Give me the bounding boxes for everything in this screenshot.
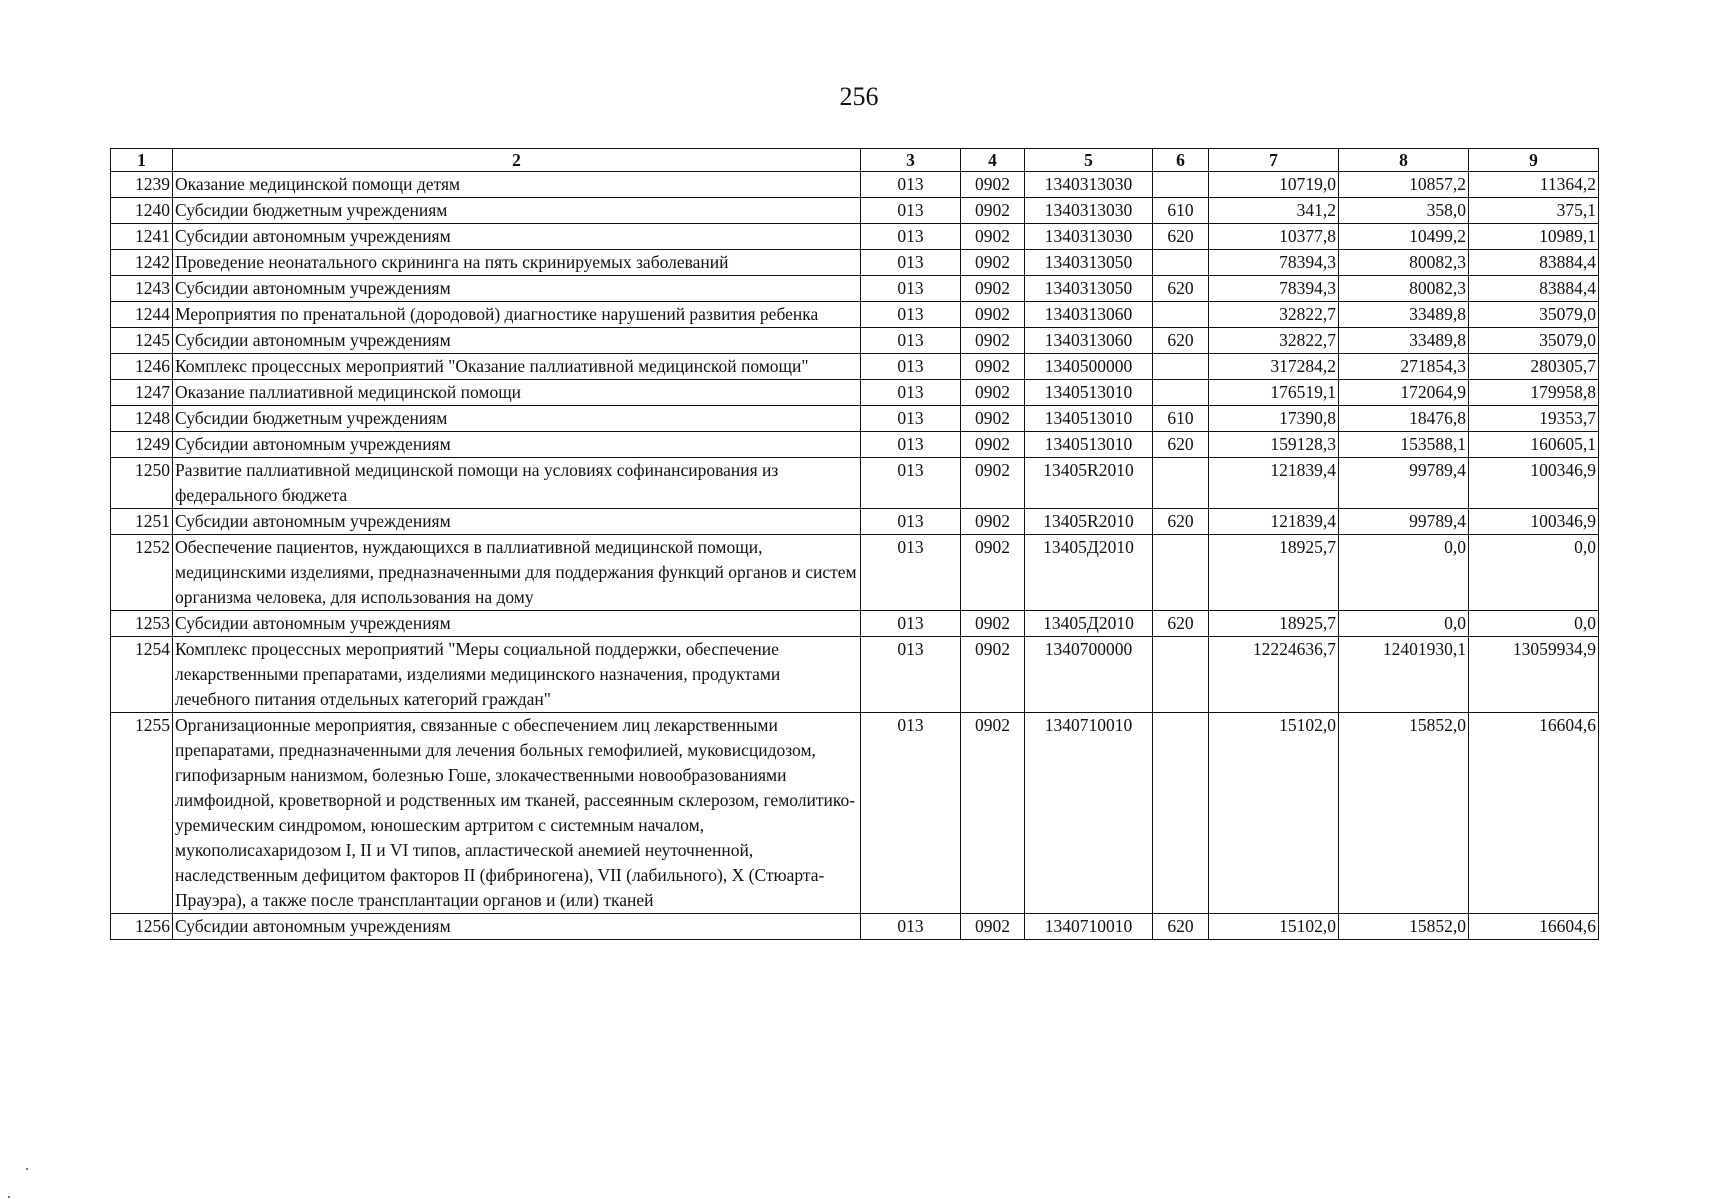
row-name: Субсидии автономным учреждениям [173, 432, 861, 458]
section-code: 0902 [961, 224, 1025, 250]
target-article-code: 1340313030 [1025, 172, 1153, 198]
row-number: 1241 [111, 224, 173, 250]
ministry-code: 013 [861, 713, 961, 914]
row-name: Мероприятия по пренатальной (дородовой) диагностике нарушений развития ребенка [173, 302, 861, 328]
expense-type-code: 620 [1153, 914, 1209, 940]
section-code: 0902 [961, 276, 1025, 302]
row-name: Проведение неонатального скрининга на пять скринируемых заболеваний [173, 250, 861, 276]
table-row [111, 509, 1599, 535]
ministry-code: 013 [861, 276, 961, 302]
table-row [111, 432, 1599, 458]
amount-year-3: 11364,2 [1469, 172, 1599, 198]
amount-year-2: 10857,2 [1339, 172, 1469, 198]
amount-year-2: 0,0 [1339, 611, 1469, 637]
section-code: 0902 [961, 637, 1025, 713]
table-row [111, 354, 1599, 380]
amount-year-3: 35079,0 [1469, 328, 1599, 354]
amount-year-1: 15102,0 [1209, 713, 1339, 914]
expense-type-code [1153, 380, 1209, 406]
amount-year-3: 35079,0 [1469, 302, 1599, 328]
table-row [111, 328, 1599, 354]
ministry-code: 013 [861, 406, 961, 432]
expense-type-code: 620 [1153, 611, 1209, 637]
ministry-code: 013 [861, 535, 961, 611]
amount-year-1: 78394,3 [1209, 250, 1339, 276]
amount-year-1: 18925,7 [1209, 535, 1339, 611]
expense-type-code [1153, 637, 1209, 713]
target-article-code: 1340313030 [1025, 198, 1153, 224]
section-code: 0902 [961, 198, 1025, 224]
expense-type-code: 620 [1153, 509, 1209, 535]
section-code: 0902 [961, 611, 1025, 637]
expense-type-code: 620 [1153, 432, 1209, 458]
target-article-code: 1340313050 [1025, 250, 1153, 276]
row-name: Субсидии автономным учреждениям [173, 509, 861, 535]
row-name: Обеспечение пациентов, нуждающихся в паллиативной медицинской помощи, медицинскими изделиями, предназначенными для поддержания функций органов и систем организма человека, для использования на дому [173, 535, 861, 611]
ministry-code: 013 [861, 198, 961, 224]
section-code: 0902 [961, 713, 1025, 914]
column-header: 8 [1339, 149, 1469, 172]
row-name: Субсидии автономным учреждениям [173, 611, 861, 637]
amount-year-3: 375,1 [1469, 198, 1599, 224]
amount-year-2: 99789,4 [1339, 509, 1469, 535]
column-header: 3 [861, 149, 961, 172]
amount-year-3: 83884,4 [1469, 250, 1599, 276]
header-row [111, 149, 1599, 172]
row-number: 1240 [111, 198, 173, 224]
target-article-code: 1340513010 [1025, 380, 1153, 406]
table-row [111, 611, 1599, 637]
row-number: 1242 [111, 250, 173, 276]
expense-type-code: 620 [1153, 224, 1209, 250]
section-code: 0902 [961, 380, 1025, 406]
row-name: Развитие паллиативной медицинской помощи на условиях софинансирования из федерального бюджета [173, 458, 861, 509]
row-number: 1245 [111, 328, 173, 354]
row-name: Субсидии автономным учреждениям [173, 914, 861, 940]
table-row [111, 914, 1599, 940]
section-code: 0902 [961, 406, 1025, 432]
target-article-code: 1340313030 [1025, 224, 1153, 250]
table-row [111, 276, 1599, 302]
column-header: 1 [111, 149, 173, 172]
row-number: 1244 [111, 302, 173, 328]
budget-table [110, 148, 1599, 940]
amount-year-3: 16604,6 [1469, 713, 1599, 914]
target-article-code: 1340513010 [1025, 406, 1153, 432]
column-header: 5 [1025, 149, 1153, 172]
table-row [111, 458, 1599, 509]
amount-year-1: 78394,3 [1209, 276, 1339, 302]
row-name: Комплекс процессных мероприятий "Оказание паллиативной медицинской помощи" [173, 354, 861, 380]
amount-year-2: 33489,8 [1339, 302, 1469, 328]
row-name: Организационные мероприятия, связанные с обеспечением лиц лекарственными препаратами, предназначенными для лечения больных гемофилией, муковисцидозом, гипофизарным нанизмом, болезнью Гоше, злокачественными новообразованиями лимфоидной, кроветворной и родственных им тканей, рассеянным склерозом, гемолитико-уремическим синдромом, юношеским артритом с системным началом, мукополисахаридозом I, II и VI типов, апластической анемией неуточненной, наследственным дефицитом факторов II (фибриногена), VII (лабильного), X (Стюарта-Прауэра), а также после трансплантации органов и (или) тканей [173, 713, 861, 914]
ministry-code: 013 [861, 380, 961, 406]
amount-year-2: 99789,4 [1339, 458, 1469, 509]
row-name: Оказание медицинской помощи детям [173, 172, 861, 198]
ministry-code: 013 [861, 172, 961, 198]
expense-type-code: 620 [1153, 276, 1209, 302]
amount-year-2: 172064,9 [1339, 380, 1469, 406]
target-article-code: 1340700000 [1025, 637, 1153, 713]
target-article-code: 1340313060 [1025, 328, 1153, 354]
table-row [111, 250, 1599, 276]
amount-year-3: 179958,8 [1469, 380, 1599, 406]
row-name: Оказание паллиативной медицинской помощи [173, 380, 861, 406]
column-header: 7 [1209, 149, 1339, 172]
expense-type-code: 610 [1153, 198, 1209, 224]
table-row [111, 535, 1599, 611]
ministry-code: 013 [861, 637, 961, 713]
expense-type-code [1153, 302, 1209, 328]
amount-year-1: 15102,0 [1209, 914, 1339, 940]
amount-year-2: 33489,8 [1339, 328, 1469, 354]
amount-year-3: 83884,4 [1469, 276, 1599, 302]
target-article-code: 13405R2010 [1025, 509, 1153, 535]
row-number: 1251 [111, 509, 173, 535]
amount-year-1: 18925,7 [1209, 611, 1339, 637]
amount-year-2: 15852,0 [1339, 914, 1469, 940]
table-row [111, 380, 1599, 406]
column-header: 6 [1153, 149, 1209, 172]
amount-year-3: 0,0 [1469, 535, 1599, 611]
target-article-code: 13405R2010 [1025, 458, 1153, 509]
amount-year-1: 159128,3 [1209, 432, 1339, 458]
ministry-code: 013 [861, 458, 961, 509]
table-row [111, 406, 1599, 432]
ministry-code: 013 [861, 224, 961, 250]
amount-year-2: 0,0 [1339, 535, 1469, 611]
row-number: 1253 [111, 611, 173, 637]
row-name: Субсидии автономным учреждениям [173, 276, 861, 302]
column-header: 4 [961, 149, 1025, 172]
target-article-code: 13405Д2010 [1025, 535, 1153, 611]
ministry-code: 013 [861, 509, 961, 535]
table-row [111, 302, 1599, 328]
target-article-code: 1340500000 [1025, 354, 1153, 380]
expense-type-code [1153, 354, 1209, 380]
page-number: 256 [839, 82, 879, 111]
table-row [111, 172, 1599, 198]
row-number: 1247 [111, 380, 173, 406]
section-code: 0902 [961, 535, 1025, 611]
amount-year-1: 17390,8 [1209, 406, 1339, 432]
row-number: 1246 [111, 354, 173, 380]
row-name: Комплекс процессных мероприятий "Меры социальной поддержки, обеспечение лекарственными препаратами, изделиями медицинского назначения, продуктами лечебного питания отдельных категорий граждан" [173, 637, 861, 713]
target-article-code: 1340710010 [1025, 914, 1153, 940]
amount-year-3: 13059934,9 [1469, 637, 1599, 713]
amount-year-2: 12401930,1 [1339, 637, 1469, 713]
ministry-code: 013 [861, 914, 961, 940]
amount-year-3: 16604,6 [1469, 914, 1599, 940]
section-code: 0902 [961, 250, 1025, 276]
section-code: 0902 [961, 354, 1025, 380]
section-code: 0902 [961, 302, 1025, 328]
row-number: 1249 [111, 432, 173, 458]
row-number: 1256 [111, 914, 173, 940]
row-number: 1250 [111, 458, 173, 509]
amount-year-2: 271854,3 [1339, 354, 1469, 380]
table-row [111, 713, 1599, 914]
ministry-code: 013 [861, 354, 961, 380]
amount-year-3: 100346,9 [1469, 509, 1599, 535]
amount-year-2: 80082,3 [1339, 250, 1469, 276]
expense-type-code [1153, 458, 1209, 509]
section-code: 0902 [961, 172, 1025, 198]
amount-year-3: 280305,7 [1469, 354, 1599, 380]
target-article-code: 13405Д2010 [1025, 611, 1153, 637]
amount-year-1: 341,2 [1209, 198, 1339, 224]
amount-year-3: 10989,1 [1469, 224, 1599, 250]
section-code: 0902 [961, 328, 1025, 354]
amount-year-3: 0,0 [1469, 611, 1599, 637]
amount-year-1: 121839,4 [1209, 509, 1339, 535]
row-number: 1248 [111, 406, 173, 432]
row-number: 1243 [111, 276, 173, 302]
target-article-code: 1340513010 [1025, 432, 1153, 458]
table-body [111, 172, 1599, 940]
expense-type-code [1153, 713, 1209, 914]
amount-year-2: 18476,8 [1339, 406, 1469, 432]
amount-year-3: 160605,1 [1469, 432, 1599, 458]
expense-type-code [1153, 172, 1209, 198]
row-name: Субсидии автономным учреждениям [173, 328, 861, 354]
ministry-code: 013 [861, 432, 961, 458]
expense-type-code: 610 [1153, 406, 1209, 432]
scan-dot [8, 1196, 10, 1198]
amount-year-1: 12224636,7 [1209, 637, 1339, 713]
target-article-code: 1340313050 [1025, 276, 1153, 302]
amount-year-1: 32822,7 [1209, 302, 1339, 328]
expense-type-code [1153, 535, 1209, 611]
table-row [111, 637, 1599, 713]
amount-year-1: 32822,7 [1209, 328, 1339, 354]
table-row [111, 224, 1599, 250]
ministry-code: 013 [861, 328, 961, 354]
ministry-code: 013 [861, 250, 961, 276]
row-name: Субсидии бюджетным учреждениям [173, 406, 861, 432]
section-code: 0902 [961, 914, 1025, 940]
row-number: 1239 [111, 172, 173, 198]
amount-year-2: 153588,1 [1339, 432, 1469, 458]
amount-year-2: 15852,0 [1339, 713, 1469, 914]
target-article-code: 1340710010 [1025, 713, 1153, 914]
scan-dot [26, 1168, 28, 1170]
amount-year-3: 100346,9 [1469, 458, 1599, 509]
amount-year-2: 358,0 [1339, 198, 1469, 224]
row-name: Субсидии бюджетным учреждениям [173, 198, 861, 224]
column-header: 2 [173, 149, 861, 172]
expense-type-code [1153, 250, 1209, 276]
ministry-code: 013 [861, 611, 961, 637]
amount-year-3: 19353,7 [1469, 406, 1599, 432]
row-name: Субсидии автономным учреждениям [173, 224, 861, 250]
amount-year-1: 317284,2 [1209, 354, 1339, 380]
section-code: 0902 [961, 458, 1025, 509]
row-number: 1254 [111, 637, 173, 713]
table-row [111, 198, 1599, 224]
amount-year-1: 10719,0 [1209, 172, 1339, 198]
amount-year-1: 176519,1 [1209, 380, 1339, 406]
amount-year-1: 10377,8 [1209, 224, 1339, 250]
row-number: 1255 [111, 713, 173, 914]
section-code: 0902 [961, 509, 1025, 535]
amount-year-1: 121839,4 [1209, 458, 1339, 509]
amount-year-2: 80082,3 [1339, 276, 1469, 302]
ministry-code: 013 [861, 302, 961, 328]
target-article-code: 1340313060 [1025, 302, 1153, 328]
section-code: 0902 [961, 432, 1025, 458]
row-number: 1252 [111, 535, 173, 611]
amount-year-2: 10499,2 [1339, 224, 1469, 250]
expense-type-code: 620 [1153, 328, 1209, 354]
column-header: 9 [1469, 149, 1599, 172]
